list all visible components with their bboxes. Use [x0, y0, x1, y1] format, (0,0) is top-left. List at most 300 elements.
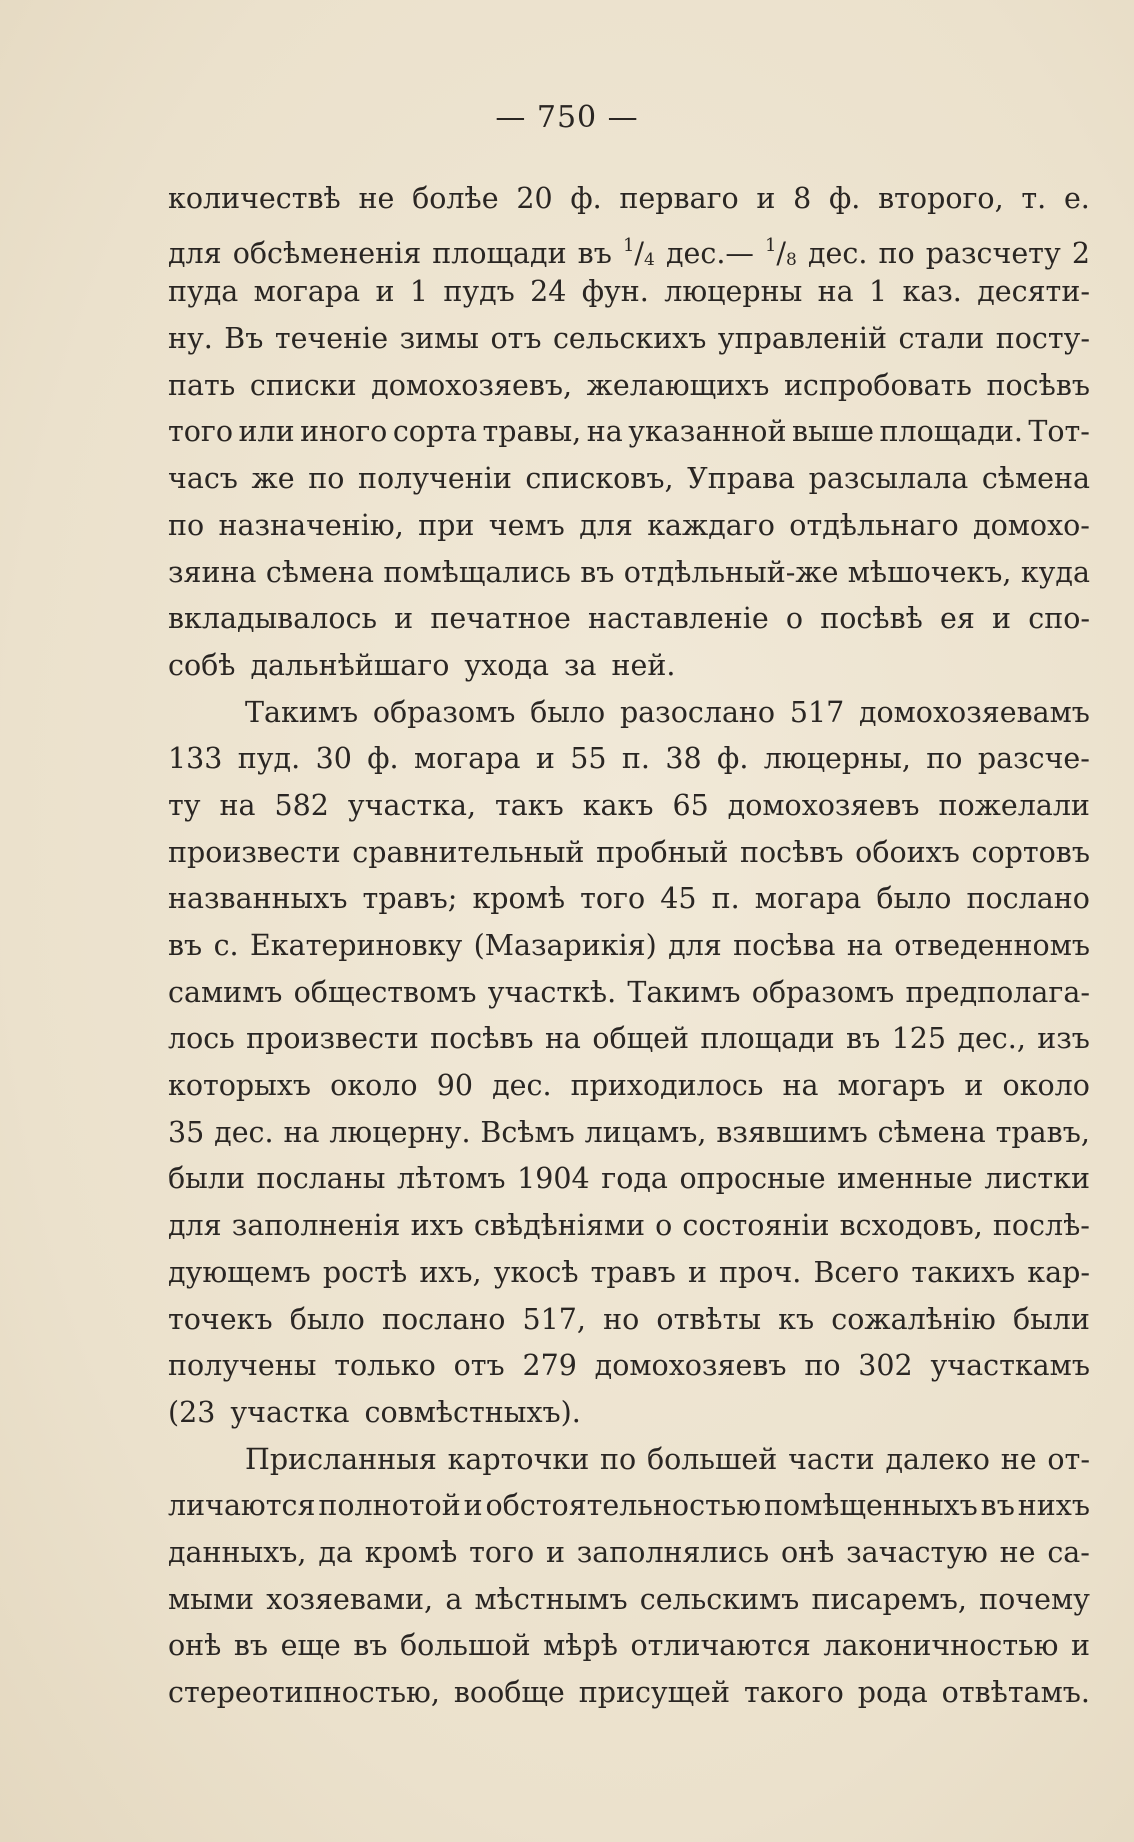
word: посѣвъ — [430, 1022, 534, 1056]
word: и — [375, 275, 395, 309]
word: 2 — [1071, 236, 1090, 270]
word: домохозяевъ — [594, 1349, 787, 1383]
word: пать — [168, 368, 236, 402]
word: могара — [413, 742, 521, 776]
word: участка — [230, 1395, 350, 1429]
word: 517 — [789, 695, 845, 729]
word: укосѣ — [493, 1255, 579, 1289]
word: домохозяевамъ — [858, 695, 1090, 729]
word: еще — [280, 1629, 341, 1663]
word: 55 — [570, 742, 607, 776]
word: домохо- — [973, 508, 1090, 542]
page-number: — 750 — — [495, 100, 639, 135]
word: и — [756, 182, 776, 215]
word: нихъ — [1017, 1489, 1090, 1523]
word: разсче- — [977, 742, 1090, 776]
word: посѣва — [733, 929, 836, 962]
word: разсчету — [925, 236, 1061, 270]
word: получены — [168, 1349, 317, 1383]
word: были — [168, 1162, 245, 1196]
word: карточки — [447, 1442, 590, 1476]
word: на — [846, 929, 883, 962]
word: и — [992, 602, 1012, 636]
word: по — [926, 742, 963, 776]
word: 20 — [516, 182, 553, 215]
word: Такимъ — [245, 695, 359, 729]
word: въ — [577, 236, 612, 270]
word: почему — [979, 1582, 1090, 1616]
word: посланы — [256, 1162, 386, 1196]
word: зимы — [399, 322, 479, 356]
word: обсѣмененія — [232, 236, 422, 270]
word: да — [318, 1535, 353, 1569]
text-line — [168, 1110, 1090, 1157]
text-line — [168, 503, 1090, 550]
word: обстоятельностью — [485, 1489, 762, 1523]
word: ф. — [367, 742, 399, 776]
word: мѣрѣ — [543, 1629, 618, 1663]
text-line — [168, 1156, 1090, 1203]
word: е. — [1063, 182, 1090, 215]
text-line — [168, 1670, 1090, 1717]
text-line — [168, 1437, 1090, 1484]
word: (23 — [168, 1395, 216, 1429]
word: лицамъ, — [584, 1115, 707, 1149]
word: 517, — [522, 1302, 586, 1336]
word: $^1$/8 — [764, 234, 797, 270]
word: на — [817, 275, 854, 309]
word: отъ — [490, 322, 542, 356]
word: проч. — [719, 1255, 802, 1289]
word: сѣмена — [265, 555, 375, 589]
word: ну. — [168, 322, 213, 356]
word: (Мазарикія) — [473, 929, 657, 962]
text-line — [168, 783, 1090, 830]
word: ф. — [829, 182, 861, 215]
word: дес. — [214, 1115, 274, 1149]
word: ней. — [611, 648, 676, 682]
word: взявшимъ — [716, 1115, 868, 1149]
text-line — [168, 1530, 1090, 1577]
word: было — [876, 882, 952, 916]
word: стереотипностью, — [168, 1676, 440, 1709]
word: могара — [754, 882, 862, 916]
text-line — [168, 363, 1090, 410]
word: десяти- — [977, 275, 1090, 309]
word: по — [168, 508, 205, 542]
word: мыми — [168, 1582, 255, 1616]
word: пожелали — [938, 788, 1090, 822]
word: далеко — [885, 1442, 990, 1476]
word: и — [535, 742, 555, 776]
word: печатное — [430, 602, 571, 636]
word: от- — [1047, 1442, 1090, 1476]
word: зяина — [168, 555, 257, 589]
text-line — [168, 1577, 1090, 1624]
word: и — [1070, 1629, 1090, 1663]
word: Тот- — [1028, 415, 1090, 449]
word: которыхъ — [168, 1069, 312, 1103]
word: отвѣтамъ. — [941, 1676, 1090, 1709]
text-line — [168, 316, 1090, 363]
word: полученіи — [357, 462, 512, 496]
word: только — [334, 1349, 436, 1383]
word: спо- — [1028, 602, 1090, 636]
word: ихъ — [410, 1209, 464, 1243]
word: 45 — [660, 882, 697, 916]
text-line — [168, 1250, 1090, 1297]
word: названныхъ — [168, 882, 348, 916]
word: приходилось — [570, 1069, 764, 1103]
word: 8 — [793, 182, 812, 215]
word: наставленіе — [588, 602, 769, 636]
word: разсылала — [808, 462, 969, 496]
word: люцерны — [664, 275, 803, 309]
word: кромѣ — [364, 1535, 458, 1569]
word: не — [358, 182, 395, 215]
word: 133 — [168, 742, 223, 776]
word: заполненія — [231, 1209, 401, 1243]
word: 38 — [665, 742, 702, 776]
word: посѣвѣ — [820, 602, 923, 636]
word: по — [804, 1349, 841, 1383]
word: сожалѣнію — [831, 1302, 996, 1336]
word: на — [586, 415, 623, 449]
text-line — [168, 830, 1090, 877]
word: большей — [646, 1442, 778, 1476]
word: свѣдѣніями — [473, 1209, 646, 1243]
word: заполнялись — [576, 1535, 770, 1569]
word: участкамъ — [930, 1349, 1090, 1383]
text-line — [168, 1063, 1090, 1110]
word: пудъ — [443, 275, 515, 309]
word: 1 — [868, 275, 888, 309]
word: 582 — [274, 788, 329, 822]
text-line — [168, 923, 1090, 970]
word: пробный — [596, 835, 729, 869]
word: испробовать — [783, 368, 972, 402]
word: указанной — [628, 415, 787, 449]
word: помѣщались — [383, 555, 571, 589]
word: списковъ, — [525, 462, 674, 496]
word: са- — [1047, 1535, 1090, 1569]
word: сѣмена — [877, 1115, 986, 1149]
word: въ — [980, 1489, 1015, 1523]
word: домохозяевъ, — [371, 368, 573, 402]
word: помѣщенныхъ — [764, 1489, 978, 1523]
word: не — [999, 1535, 1036, 1569]
word: Всего — [813, 1255, 900, 1289]
word: именные — [837, 1162, 973, 1196]
word: и — [687, 1255, 707, 1289]
word: при — [418, 508, 475, 542]
word: т. — [1021, 182, 1047, 215]
word: ея — [940, 602, 975, 636]
word: года — [601, 1162, 668, 1196]
word: травъ, — [995, 1115, 1090, 1149]
word: часъ — [168, 462, 238, 496]
word: онѣ — [780, 1535, 835, 1569]
word: вкладывалось — [168, 602, 377, 636]
word: образомъ — [751, 975, 895, 1009]
word: пуд. — [237, 742, 301, 776]
word: 1904 — [517, 1162, 590, 1196]
word: для — [668, 929, 722, 962]
word: мѣшочекъ, — [847, 555, 1012, 589]
word: 1 — [409, 275, 428, 309]
word: травы, — [482, 415, 582, 449]
word: послано — [966, 882, 1090, 916]
word: Управа — [687, 462, 795, 496]
word: кар- — [1027, 1255, 1090, 1289]
word: писаремъ, — [811, 1582, 967, 1616]
word: ту — [168, 788, 201, 822]
text-line — [168, 1623, 1090, 1670]
word: точекъ — [168, 1302, 273, 1336]
word: болѣе — [412, 182, 499, 215]
word: иного — [300, 415, 388, 449]
word: ухода — [464, 648, 549, 682]
text-line — [168, 1016, 1090, 1063]
word: но — [603, 1302, 640, 1336]
word: дальнѣйшаго — [250, 648, 450, 682]
word: того — [469, 1535, 535, 1569]
word: а — [445, 1582, 463, 1616]
word: отвѣты — [656, 1302, 762, 1336]
word: хозяевами, — [266, 1582, 434, 1616]
word: и — [964, 1069, 984, 1103]
word: 90 — [436, 1069, 473, 1103]
word: было — [289, 1302, 365, 1336]
word: въ — [580, 555, 615, 589]
word: опросные — [679, 1162, 826, 1196]
word: травъ; — [362, 882, 458, 916]
word: сортовъ — [971, 835, 1090, 869]
word: управленій — [717, 322, 887, 356]
word: каждаго — [647, 508, 775, 542]
word: обоихъ — [855, 835, 960, 869]
word: послано — [381, 1302, 506, 1336]
word: за — [563, 648, 597, 682]
word: на — [283, 1115, 320, 1149]
word: площади — [432, 236, 567, 270]
word: совмѣстныхъ). — [364, 1395, 581, 1429]
word: люцерну. — [329, 1115, 471, 1149]
word: 24 — [530, 275, 567, 309]
word: всходовъ, — [839, 1209, 983, 1243]
word: самимъ — [168, 975, 283, 1009]
word: въ — [168, 929, 203, 962]
word: такого — [743, 1676, 844, 1709]
text-line — [168, 269, 1090, 316]
word: $^1$/4 — [622, 234, 655, 270]
word: списки — [249, 368, 357, 402]
word: чемъ — [488, 508, 565, 542]
word: не — [1000, 1442, 1037, 1476]
word: на — [782, 1069, 819, 1103]
word: 125 — [891, 1022, 947, 1056]
text-line — [168, 1483, 1090, 1530]
word: выше — [791, 415, 875, 449]
word: и — [545, 1535, 565, 1569]
word: было — [530, 695, 606, 729]
word: 35 — [168, 1115, 205, 1149]
word: того — [580, 882, 646, 916]
word: дес.— — [665, 236, 754, 270]
word: данныхъ, — [168, 1535, 307, 1569]
word: участкѣ. — [487, 975, 617, 1009]
word: разослано — [619, 695, 776, 729]
word: 65 — [672, 788, 709, 822]
text-line — [168, 596, 1090, 643]
word: по — [878, 236, 915, 270]
word: Присланныя — [245, 1442, 437, 1476]
word: того — [168, 415, 234, 449]
word: ф. — [717, 742, 749, 776]
text-line — [168, 176, 1090, 223]
word: къ — [778, 1302, 815, 1336]
text-line — [168, 643, 1090, 690]
word: произвести — [246, 1022, 419, 1056]
text-line — [168, 1390, 1090, 1437]
word: обществомъ — [293, 975, 477, 1009]
word: количествѣ — [168, 182, 341, 215]
word: участка, — [347, 788, 477, 822]
word: посѣвъ — [986, 368, 1090, 402]
word: площади — [700, 1022, 835, 1056]
word: каз. — [902, 275, 962, 309]
word: дес., — [957, 1022, 1026, 1056]
word: ф. — [570, 182, 602, 215]
word: Всѣмъ — [480, 1115, 575, 1149]
word: въ — [233, 1629, 269, 1663]
word: теченіе — [274, 322, 389, 356]
word: сравнительный — [352, 835, 585, 869]
word: для — [579, 508, 633, 542]
text-line — [168, 223, 1090, 270]
page-body-text — [168, 176, 1090, 1717]
word: отдѣльнаго — [789, 508, 959, 542]
word: какъ — [582, 788, 654, 822]
text-line — [168, 550, 1090, 597]
word: около — [330, 1069, 418, 1103]
word: сельскихъ — [552, 322, 707, 356]
word: 279 — [522, 1349, 577, 1383]
word: с. — [213, 929, 239, 962]
word: посѣвъ — [740, 835, 844, 869]
word: пуда — [168, 275, 239, 309]
word: люцерны, — [763, 742, 911, 776]
word: Екатериновку — [250, 929, 463, 962]
word: около — [1002, 1069, 1090, 1103]
word: о — [785, 602, 804, 636]
text-line — [168, 970, 1090, 1017]
word: лаконичностью — [823, 1629, 1059, 1663]
word: о — [655, 1209, 673, 1243]
word: произвести — [168, 835, 341, 869]
word: 302 — [858, 1349, 913, 1383]
word: ростѣ — [322, 1255, 408, 1289]
word: для — [168, 1209, 222, 1243]
word: лѣтомъ — [397, 1162, 506, 1196]
word: по — [600, 1442, 637, 1476]
word: п. — [711, 882, 740, 916]
text-line — [168, 876, 1090, 923]
word: части — [788, 1442, 875, 1476]
word: мѣстнымъ — [474, 1582, 628, 1616]
word: кромѣ — [472, 882, 566, 916]
word: травъ — [590, 1255, 676, 1289]
word: присущей — [578, 1676, 731, 1709]
word: въ — [353, 1629, 388, 1663]
word: въ — [846, 1022, 881, 1056]
word: отличаются — [630, 1629, 811, 1663]
word: зачастую — [846, 1535, 988, 1569]
word: рода — [857, 1676, 928, 1709]
text-line — [168, 1203, 1090, 1250]
word: сельскимъ — [639, 1582, 800, 1616]
word: фун. — [581, 275, 649, 309]
word: желающихъ — [586, 368, 770, 402]
word: могаръ — [837, 1069, 946, 1103]
word: отъ — [453, 1349, 505, 1383]
word: могара — [253, 275, 361, 309]
word: второго, — [878, 182, 1004, 215]
word: листки — [984, 1162, 1090, 1196]
word: же — [251, 462, 295, 496]
word: на — [544, 1022, 581, 1056]
word: дующемъ — [168, 1255, 311, 1289]
word: и — [463, 1489, 483, 1523]
word: такъ — [495, 788, 564, 822]
word: или — [238, 415, 295, 449]
word: общей — [592, 1022, 689, 1056]
word: посту- — [995, 322, 1090, 356]
word: онѣ — [168, 1629, 222, 1663]
word: дес. — [492, 1069, 552, 1103]
word: по — [308, 462, 345, 496]
word: сѣмена — [981, 462, 1090, 496]
word: дес. — [807, 236, 868, 270]
word: Въ — [224, 322, 264, 356]
word: послѣ- — [992, 1209, 1090, 1243]
word: изъ — [1037, 1022, 1090, 1056]
word: лось — [168, 1022, 235, 1056]
word: собѣ — [168, 648, 236, 682]
word: полнотой — [318, 1489, 461, 1523]
text-line — [168, 736, 1090, 783]
word: назначенію, — [218, 508, 404, 542]
text-line — [168, 409, 1090, 456]
word: были — [1012, 1302, 1090, 1336]
word: домохозяевъ — [727, 788, 920, 822]
word: на — [219, 788, 256, 822]
text-line — [168, 456, 1090, 503]
word: сорта — [392, 415, 477, 449]
word: Такимъ — [627, 975, 741, 1009]
word: вообще — [453, 1676, 565, 1709]
text-line — [168, 1297, 1090, 1344]
word: ихъ, — [419, 1255, 482, 1289]
word: и — [394, 602, 414, 636]
word: большой — [400, 1629, 531, 1663]
text-line — [168, 690, 1090, 737]
word: предполага- — [905, 975, 1090, 1009]
word: для — [168, 236, 222, 270]
word: отведенномъ — [894, 929, 1090, 962]
word: площади. — [879, 415, 1023, 449]
word: личаются — [168, 1489, 316, 1523]
